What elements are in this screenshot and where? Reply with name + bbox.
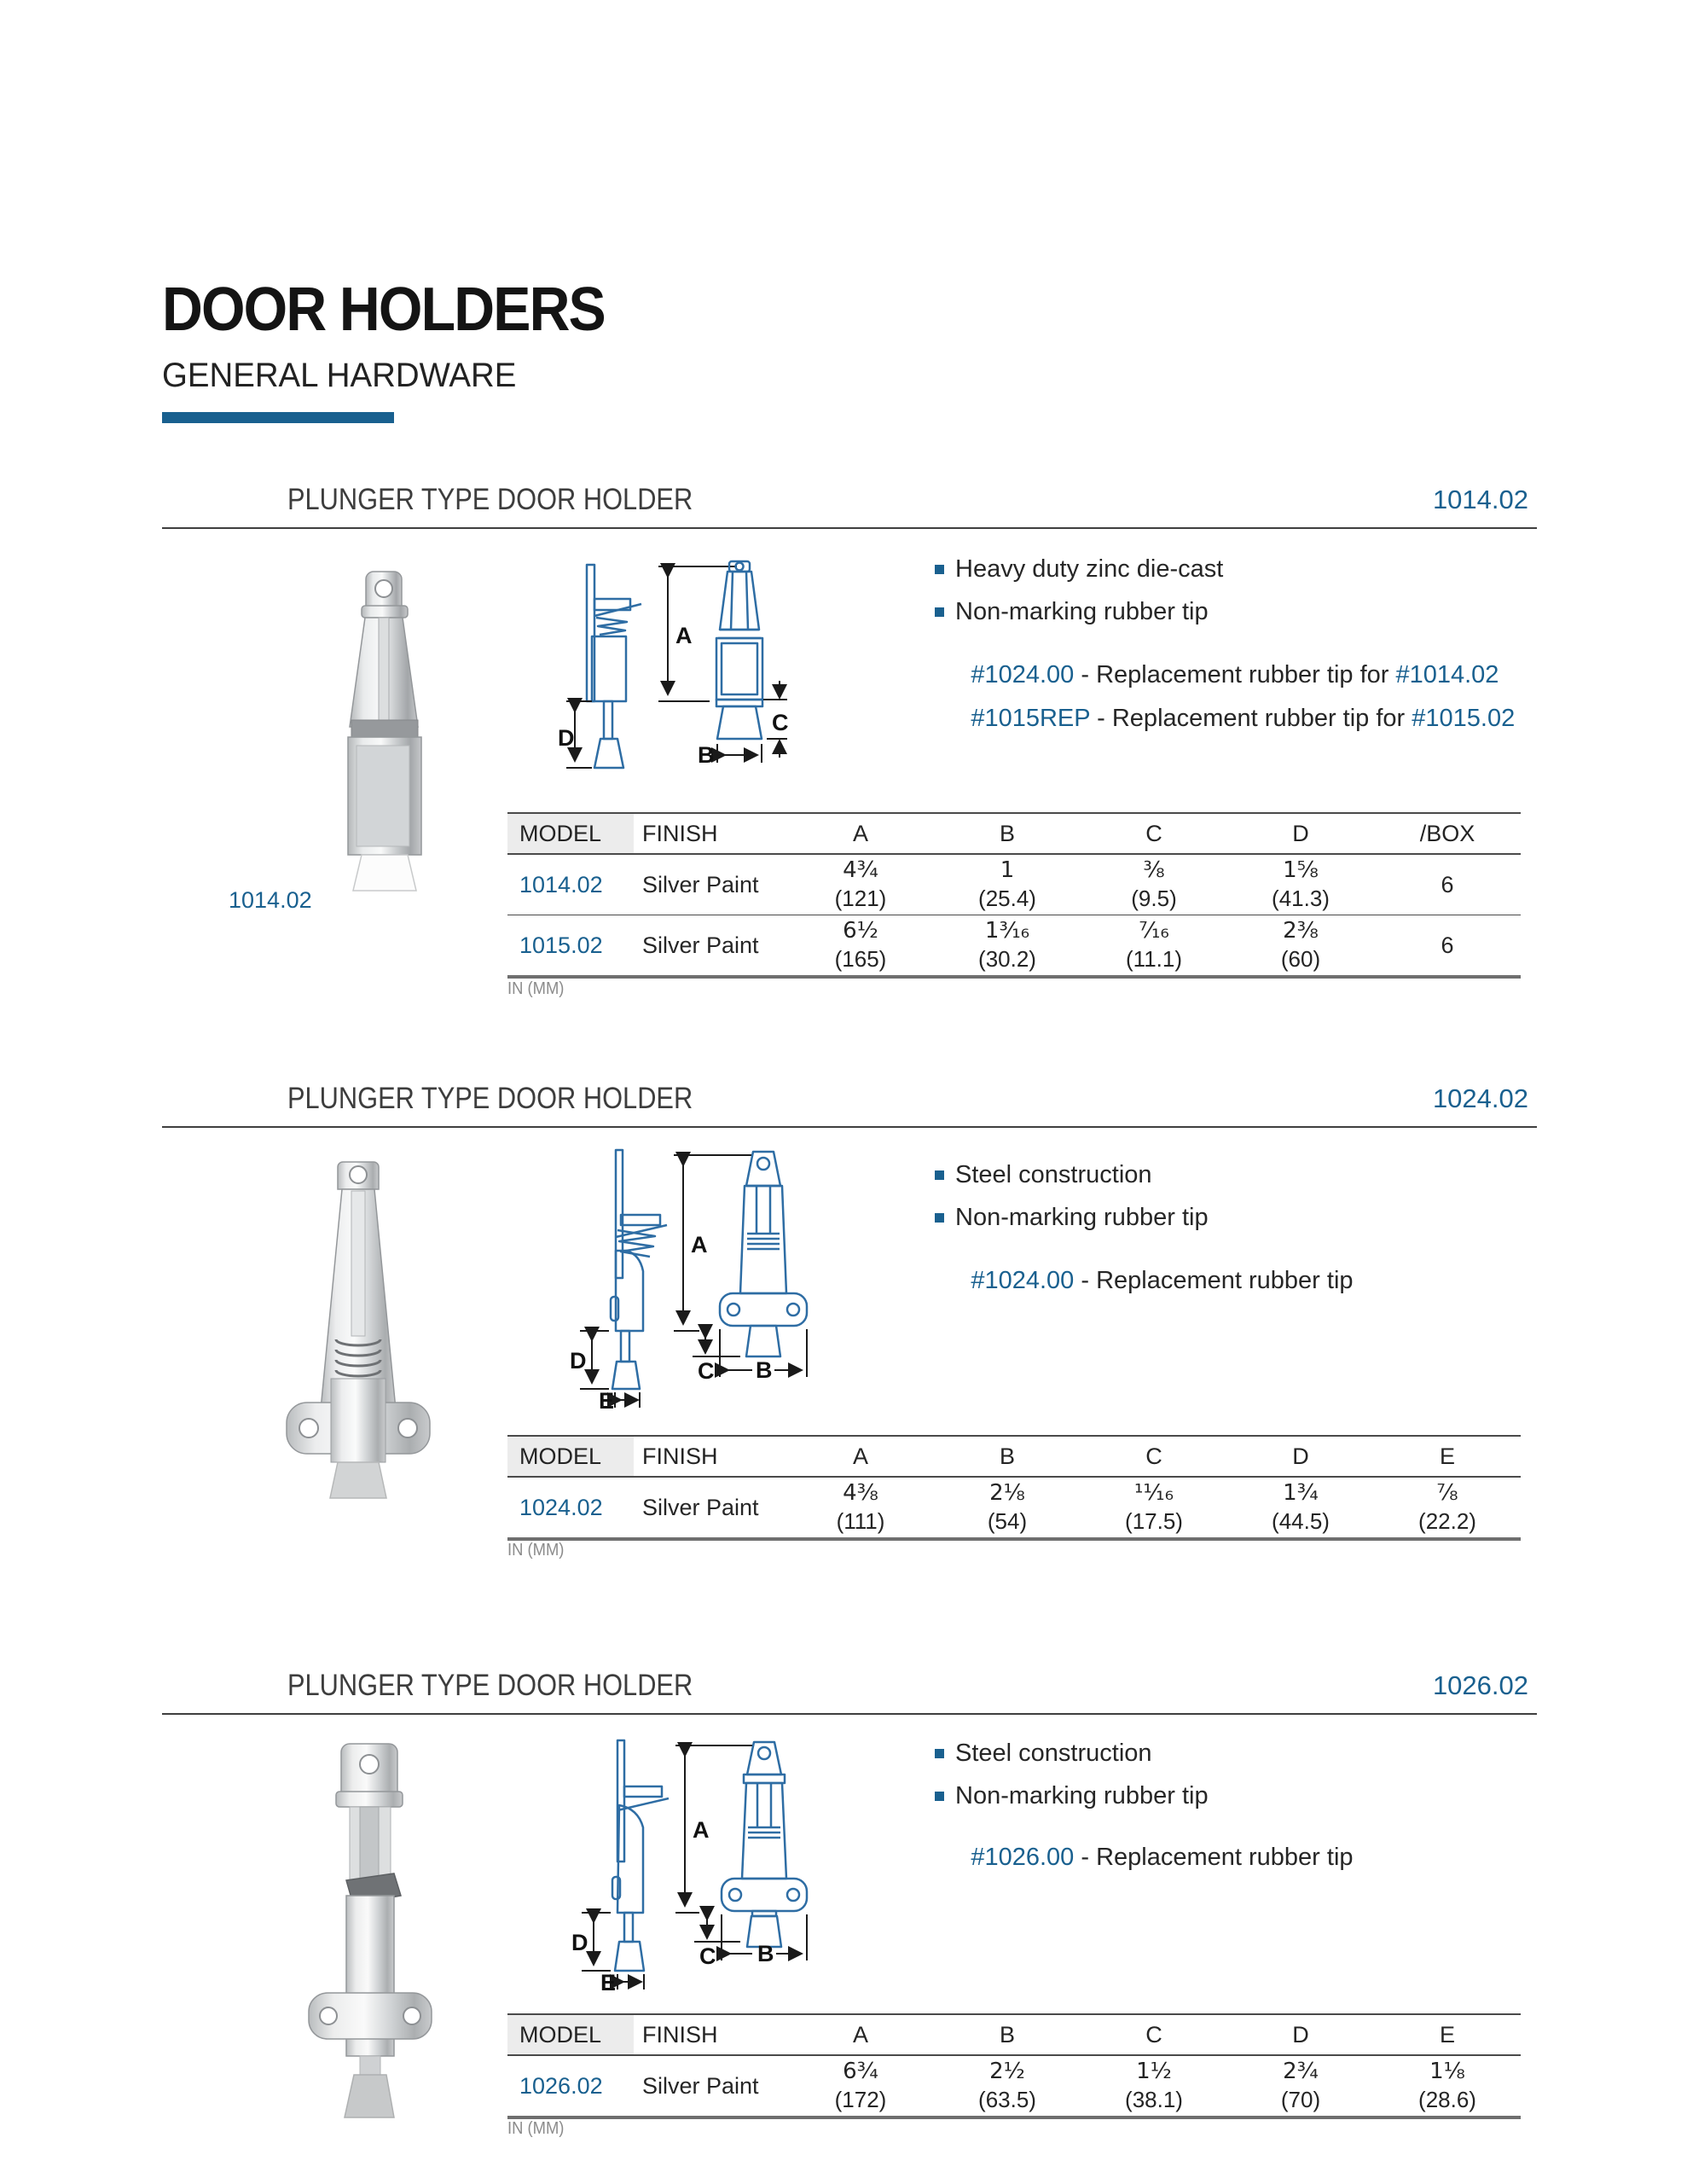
section-header-1024 bbox=[162, 1077, 1537, 1128]
col-header-d: D bbox=[1292, 820, 1309, 846]
replacement-notes bbox=[930, 633, 1516, 732]
cell-dim-a: 6½ (165) bbox=[834, 918, 887, 972]
svg-text:A: A bbox=[675, 623, 693, 648]
cell-finish: Silver Paint bbox=[642, 871, 759, 897]
technical-diagram-1026 bbox=[563, 1734, 836, 1998]
note-text: - Replacement rubber tip for bbox=[1090, 705, 1412, 732]
cell-box-qty: 6 bbox=[1441, 871, 1454, 897]
svg-text:D: D bbox=[570, 1348, 587, 1374]
list-item bbox=[935, 1153, 1209, 1196]
bullet-icon bbox=[935, 1213, 944, 1223]
replacement-note bbox=[930, 1239, 1354, 1294]
cell-dim-d: 2¾ (70) bbox=[1280, 2059, 1321, 2112]
table-row bbox=[507, 915, 1521, 979]
col-header-a: A bbox=[852, 820, 868, 846]
col-header-e: E bbox=[1439, 1443, 1455, 1469]
svg-text:C: C bbox=[698, 1358, 715, 1384]
bullet-icon bbox=[935, 1792, 944, 1801]
svg-text:E: E bbox=[599, 1388, 615, 1411]
cell-dim-c: 1½ (38.1) bbox=[1125, 2059, 1183, 2112]
cell-dim-a: 6¾ (172) bbox=[834, 2059, 887, 2112]
part-ref: #1015.02 bbox=[1412, 705, 1516, 732]
product-photo-1026 bbox=[271, 1737, 471, 2123]
cell-dim-b: 2½ (63.5) bbox=[978, 2059, 1036, 2112]
cell-finish: Silver Paint bbox=[642, 1494, 759, 1520]
cell-finish: Silver Paint bbox=[642, 932, 759, 958]
table-row bbox=[507, 2056, 1521, 2119]
table-row bbox=[507, 855, 1521, 915]
svg-text:C: C bbox=[699, 1943, 716, 1969]
section-title: PLUNGER TYPE DOOR HOLDER bbox=[287, 1669, 693, 1702]
note-text: - Replacement rubber tip for bbox=[1074, 661, 1396, 688]
cell-dim-d: 1¾ (44.5) bbox=[1272, 1480, 1330, 1534]
cell-dim-b: 1³⁄₁₆ (30.2) bbox=[978, 918, 1036, 972]
cell-model: 1026.02 bbox=[519, 2072, 603, 2099]
bullet-text: Steel construction bbox=[955, 1739, 1152, 1767]
cell-dim-c: ⅜ (9.5) bbox=[1131, 857, 1177, 911]
cell-dim-d: 1⅝ (41.3) bbox=[1272, 857, 1330, 911]
svg-text:A: A bbox=[691, 1232, 708, 1258]
bullet-text: Non-marking rubber tip bbox=[955, 1203, 1209, 1231]
svg-text:C: C bbox=[772, 710, 789, 735]
cell-dim-b: 1 (25.4) bbox=[978, 857, 1036, 911]
list-item bbox=[935, 548, 1223, 590]
section-model-number: 1014.02 bbox=[1432, 485, 1528, 514]
svg-text:A: A bbox=[693, 1817, 710, 1843]
replacement-note bbox=[930, 1815, 1354, 1871]
page-subtitle: GENERAL HARDWARE bbox=[162, 357, 517, 394]
cell-model: 1024.02 bbox=[519, 1494, 603, 1520]
col-header-finish: FINISH bbox=[642, 1443, 718, 1469]
table-header-row bbox=[507, 812, 1521, 855]
section-header-1014 bbox=[162, 478, 1537, 529]
technical-diagram-1024 bbox=[563, 1141, 836, 1411]
list-item bbox=[935, 1196, 1209, 1239]
cell-dim-d: 2⅜ (60) bbox=[1280, 918, 1321, 972]
svg-text:B: B bbox=[698, 742, 715, 768]
title-accent-bar bbox=[162, 412, 394, 423]
part-code: #1024.00 bbox=[971, 661, 1075, 688]
technical-diagram-1014 bbox=[556, 556, 826, 778]
page-title: DOOR HOLDERS bbox=[162, 276, 605, 344]
part-code: #1024.00 bbox=[971, 1267, 1075, 1294]
section-model-number: 1024.02 bbox=[1432, 1083, 1528, 1113]
bullet-text: Heavy duty zinc die-cast bbox=[955, 555, 1224, 583]
units-note: IN (MM) bbox=[507, 1541, 565, 1560]
product-photo-1024 bbox=[254, 1157, 462, 1502]
table-header-row bbox=[507, 1435, 1521, 1478]
product-photo-1014 bbox=[288, 568, 479, 894]
part-code: #1015REP bbox=[971, 705, 1091, 732]
col-header-model: MODEL bbox=[507, 814, 634, 853]
cell-dim-c: ⁷⁄₁₆ (11.1) bbox=[1126, 918, 1182, 972]
svg-text:B: B bbox=[757, 1941, 774, 1966]
svg-text:D: D bbox=[558, 725, 575, 751]
col-header-finish: FINISH bbox=[642, 2021, 718, 2048]
col-header-d: D bbox=[1292, 2021, 1309, 2048]
cell-box-qty: 6 bbox=[1441, 932, 1454, 958]
col-header-box: /BOX bbox=[1419, 820, 1475, 846]
bullet-text: Non-marking rubber tip bbox=[955, 1781, 1209, 1809]
col-header-b: B bbox=[999, 2021, 1015, 2048]
note-text: - Replacement rubber tip bbox=[1074, 1844, 1354, 1871]
cell-model: 1015.02 bbox=[519, 932, 603, 958]
cell-finish: Silver Paint bbox=[642, 2072, 759, 2099]
feature-list bbox=[935, 548, 1223, 633]
spec-table-1014 bbox=[507, 812, 1521, 979]
part-code: #1026.00 bbox=[971, 1844, 1075, 1871]
cell-dim-c: ¹¹⁄₁₆ (17.5) bbox=[1125, 1480, 1183, 1534]
col-header-c: C bbox=[1145, 2021, 1162, 2048]
col-header-c: C bbox=[1145, 1443, 1162, 1469]
spec-table-1026 bbox=[507, 2013, 1521, 2119]
col-header-finish: FINISH bbox=[642, 820, 718, 846]
col-header-a: A bbox=[852, 2021, 868, 2048]
table-row bbox=[507, 1478, 1521, 1541]
section-title: PLUNGER TYPE DOOR HOLDER bbox=[287, 1082, 693, 1115]
photo-caption: 1014.02 bbox=[229, 887, 312, 913]
col-header-model: MODEL bbox=[507, 2015, 634, 2054]
col-header-c: C bbox=[1145, 820, 1162, 846]
bullet-icon bbox=[935, 565, 944, 574]
col-header-e: E bbox=[1439, 2021, 1455, 2048]
units-note: IN (MM) bbox=[507, 979, 565, 998]
col-header-b: B bbox=[999, 1443, 1015, 1469]
bullet-text: Steel construction bbox=[955, 1160, 1152, 1188]
col-header-d: D bbox=[1292, 1443, 1309, 1469]
section-model-number: 1026.02 bbox=[1432, 1670, 1528, 1700]
cell-dim-a: 4¾ (121) bbox=[834, 857, 887, 911]
note-text: - Replacement rubber tip bbox=[1074, 1267, 1354, 1294]
feature-list bbox=[935, 1153, 1209, 1239]
cell-model: 1014.02 bbox=[519, 871, 603, 897]
bullet-icon bbox=[935, 607, 944, 617]
cell-dim-a: 4⅜ (111) bbox=[836, 1480, 885, 1534]
col-header-b: B bbox=[999, 820, 1015, 846]
col-header-a: A bbox=[852, 1443, 868, 1469]
bullet-icon bbox=[935, 1749, 944, 1758]
list-item bbox=[935, 1732, 1209, 1774]
replacement-note bbox=[930, 633, 1515, 688]
cell-dim-e: 1⅛ (28.6) bbox=[1418, 2059, 1476, 2112]
replacement-notes bbox=[930, 1815, 1354, 1871]
section-header-1026 bbox=[162, 1664, 1537, 1715]
bullet-text: Non-marking rubber tip bbox=[955, 597, 1209, 625]
svg-text:D: D bbox=[571, 1930, 588, 1955]
bullet-icon bbox=[935, 1170, 944, 1180]
col-header-model: MODEL bbox=[507, 1437, 634, 1476]
feature-list bbox=[935, 1732, 1209, 1817]
svg-text:E: E bbox=[600, 1970, 617, 1995]
table-header-row bbox=[507, 2013, 1521, 2056]
list-item bbox=[935, 1774, 1209, 1817]
section-title: PLUNGER TYPE DOOR HOLDER bbox=[287, 483, 693, 516]
part-ref: #1014.02 bbox=[1395, 661, 1499, 688]
units-note: IN (MM) bbox=[507, 2119, 565, 2138]
list-item bbox=[935, 590, 1223, 633]
cell-dim-e: ⅞ (22.2) bbox=[1418, 1480, 1476, 1534]
spec-table-1024 bbox=[507, 1435, 1521, 1541]
replacement-notes bbox=[930, 1239, 1354, 1294]
cell-dim-b: 2⅛ (54) bbox=[987, 1480, 1028, 1534]
svg-text:B: B bbox=[756, 1357, 773, 1383]
